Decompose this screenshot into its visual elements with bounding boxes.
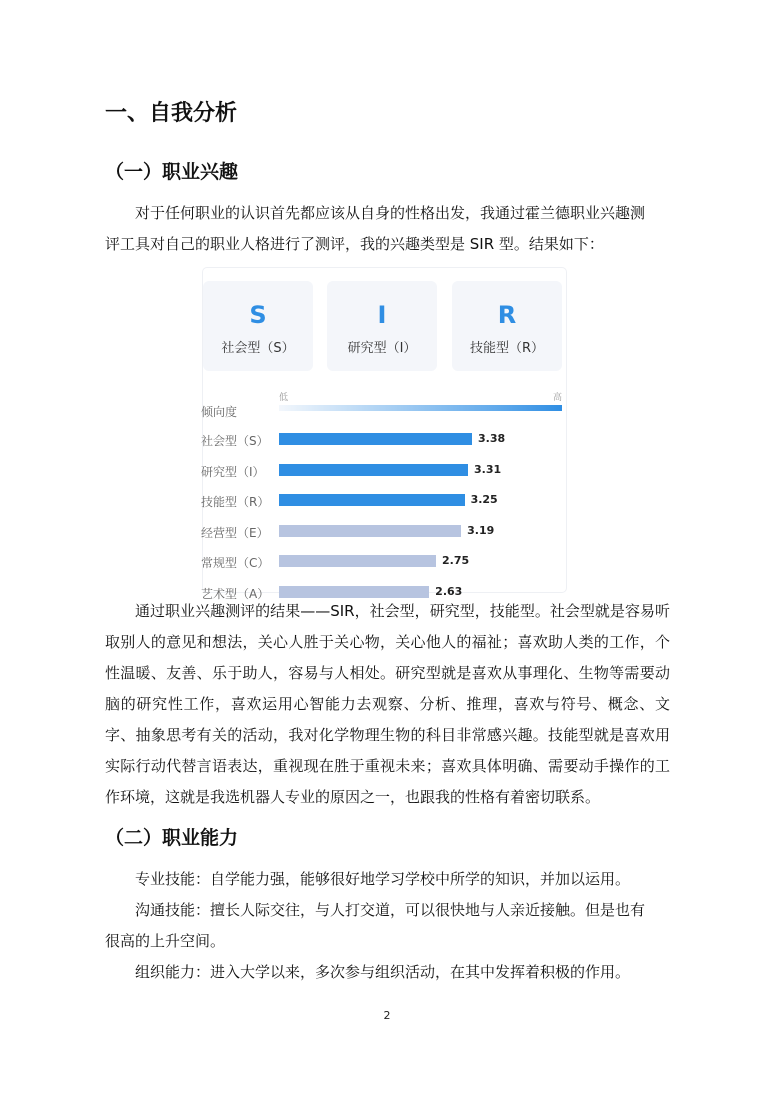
bar-value-label: 3.31 (474, 462, 502, 476)
intro-paragraph-line1: 对于任何职业的认识首先都应该从自身的性格出发，我通过霍兰德职业兴趣测 (135, 204, 646, 222)
bar-value-label: 2.63 (435, 584, 463, 598)
type-name: 技能型（R） (469, 341, 545, 356)
type-letter: I (377, 301, 387, 329)
interest-test-result-image (201, 268, 566, 601)
trend-gradient-bar (279, 405, 562, 411)
type-name: 社会型（S） (221, 341, 295, 356)
skill-professional: 专业技能：自学能力强，能够很好地学习学校中所学的知识，并加以运用。 (135, 870, 631, 888)
intro-paragraph-line2: 评工具对自己的职业人格进行了测评，我的兴趣类型是 SIR 型。结果如下： (105, 235, 604, 253)
type-letter: R (497, 301, 517, 329)
bar-category-label: 常规型（C） (201, 556, 270, 570)
score-bar (279, 464, 468, 476)
bar-category-label: 经营型（E） (201, 525, 269, 540)
score-bar (279, 555, 436, 567)
bar-category-label: 研究型（I） (201, 464, 265, 479)
bar-value-label: 3.25 (470, 493, 498, 506)
bar-value-label: 3.38 (478, 432, 506, 445)
bar-category-label: 艺术型（A） (201, 586, 270, 601)
score-bar (279, 433, 472, 445)
type-card-i (327, 281, 437, 371)
trend-label: 倾向度 (201, 405, 238, 419)
page-number: 2 (383, 1009, 391, 1022)
type-card-r (452, 281, 562, 371)
bar-value-label: 3.19 (467, 523, 495, 537)
type-card-s (203, 281, 313, 371)
scale-high-label: 高 (552, 393, 562, 403)
skill-communication-line2: 很高的上升空间。 (105, 932, 226, 950)
skill-organization: 组织能力：进入大学以来，多次参与组织活动，在其中发挥着积极的作用。 (135, 963, 631, 981)
analysis-paragraph: 通过职业兴趣测评的结果——SIR，社会型，研究型，技能型。社会型就是容易听取别人的意见和想法，关心人胜于关心物，关心他人的福祉；喜欢助人类的工作，个性温暖、友善、乐于助人，容易与人相处。研究型就是喜欢从事理化、生物等需要动脑的研究性工作，喜欢运用心智能力去观察、分析、推理，喜欢与符号、概念、文字、抽象思考有关的活动，我对化学物理生物的科目非常感兴趣。技能型就是喜欢用实际行动代替言语表达，重视现在胜于重视未来；喜欢具体明确、需要动手操作的工作环境，这就是我选机器人专业的原因之一，也跟我的性格有着密切联系。 (105, 602, 670, 806)
score-bar (279, 525, 461, 537)
type-name: 研究型（I） (347, 341, 417, 356)
heading-career-interest: （一）职业兴趣 (105, 161, 239, 183)
score-bar (279, 494, 465, 506)
type-letter: S (249, 301, 267, 329)
scale-low-label: 低 (279, 393, 289, 403)
bar-category-label: 社会型（S） (201, 434, 269, 448)
skill-communication-line1: 沟通技能：擅长人际交往，与人打交道，可以很快地与人亲近接触。但是也有 (135, 901, 646, 919)
heading-self-analysis: 一、自我分析 (105, 101, 238, 126)
heading-career-ability: （二）职业能力 (105, 827, 239, 849)
bar-value-label: 2.75 (442, 554, 470, 567)
bar-category-label: 技能型（R） (201, 495, 270, 509)
